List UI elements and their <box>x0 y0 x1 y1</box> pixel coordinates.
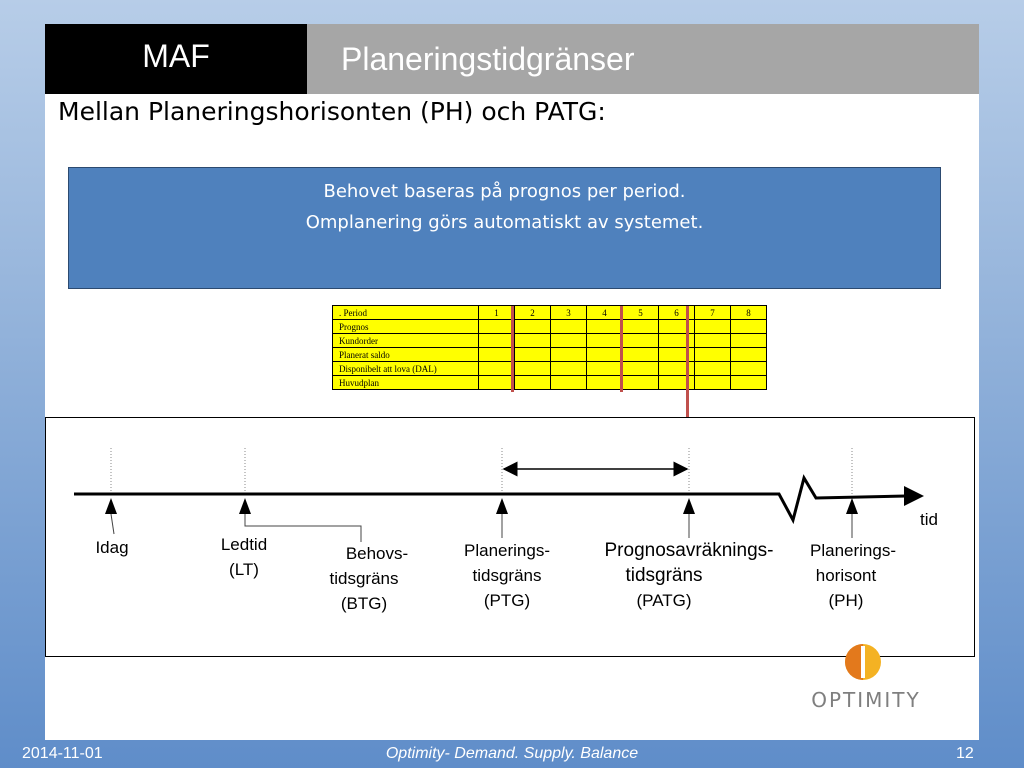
label-ptg-line1: Planerings- <box>464 541 550 560</box>
label-ptg-line3: (PTG) <box>483 591 531 610</box>
row-label: Planerat saldo <box>333 348 479 362</box>
table-header-label: . Period <box>333 306 479 320</box>
header-right-title: Planeringstidgränser <box>307 24 979 94</box>
logo-circle-shade <box>845 644 863 680</box>
idag-marker <box>105 498 117 514</box>
time-axis <box>74 478 906 520</box>
period-cell: 1 <box>479 306 515 320</box>
table-header-row <box>333 306 767 320</box>
label-ptg <box>446 538 568 613</box>
info-line-1: Behovet baseras på prognos per period. <box>323 181 686 202</box>
row-label: Kundorder <box>333 334 479 348</box>
footer-page-number: 12 <box>956 745 974 762</box>
period-cell: 3 <box>551 306 587 320</box>
label-ptg-line2: tidsgräns <box>472 566 542 585</box>
logo-circle-bar <box>861 646 865 678</box>
label-patg-line2: tidsgräns <box>625 565 703 586</box>
slide-subtitle: Mellan Planeringshorisonten (PH) och PATG: <box>58 97 606 126</box>
ptg-marker <box>496 498 508 514</box>
table-row <box>333 348 767 362</box>
ledtid-marker <box>239 498 251 514</box>
planning-table <box>332 305 767 390</box>
header-left-title: MAF <box>45 24 307 94</box>
row-label: Disponibelt att lova (DAL) <box>333 362 479 376</box>
period-cell: 2 <box>515 306 551 320</box>
label-idag <box>83 535 141 560</box>
logo-text: OPTIMITY <box>811 688 921 712</box>
period-cell: 4 <box>587 306 623 320</box>
label-patg-line3: (PATG) <box>636 591 692 610</box>
ph-marker <box>846 498 858 514</box>
label-btg-line1: Behovs- <box>345 544 409 563</box>
btg-red-marker <box>511 306 514 392</box>
timeline-panel <box>45 417 975 657</box>
footer-date: 2014-11-01 <box>22 745 103 762</box>
label-ledtid-line2: (LT) <box>229 560 259 579</box>
table-row <box>333 334 767 348</box>
idag-leader <box>111 514 114 534</box>
label-ledtid <box>208 532 280 582</box>
label-patg <box>584 538 794 613</box>
label-btg-line2: tidsgräns <box>329 569 399 588</box>
table-row <box>333 320 767 334</box>
table-row <box>333 362 767 376</box>
axis-label-tid: tid <box>920 510 938 529</box>
ptg-red-marker <box>620 306 623 392</box>
patg-marker <box>683 498 695 514</box>
label-btg-line3: (BTG) <box>340 594 388 613</box>
label-ledtid-line1: Ledtid <box>220 535 268 554</box>
table-row <box>333 376 767 390</box>
time-axis-arrowhead <box>904 486 924 506</box>
label-idag-text: Idag <box>95 538 129 557</box>
period-cell: 7 <box>695 306 731 320</box>
period-cell: 5 <box>623 306 659 320</box>
label-patg-line1: Prognosavräknings- <box>604 540 774 561</box>
row-label: Huvudplan <box>333 376 479 390</box>
label-ph <box>794 538 912 613</box>
info-line-2: Omplanering görs automatiskt av systemet. <box>305 212 704 233</box>
info-box <box>68 167 941 289</box>
period-cell: 6 <box>659 306 695 320</box>
slide <box>45 24 979 740</box>
label-ph-line3: (PH) <box>828 591 864 610</box>
label-btg <box>309 541 419 616</box>
label-ph-line1: Planerings- <box>810 541 896 560</box>
period-cell: 8 <box>731 306 767 320</box>
label-ph-line2: horisont <box>815 566 877 585</box>
footer-text: Optimity- Demand. Supply. Balance <box>385 745 639 762</box>
row-label: Prognos <box>333 320 479 334</box>
